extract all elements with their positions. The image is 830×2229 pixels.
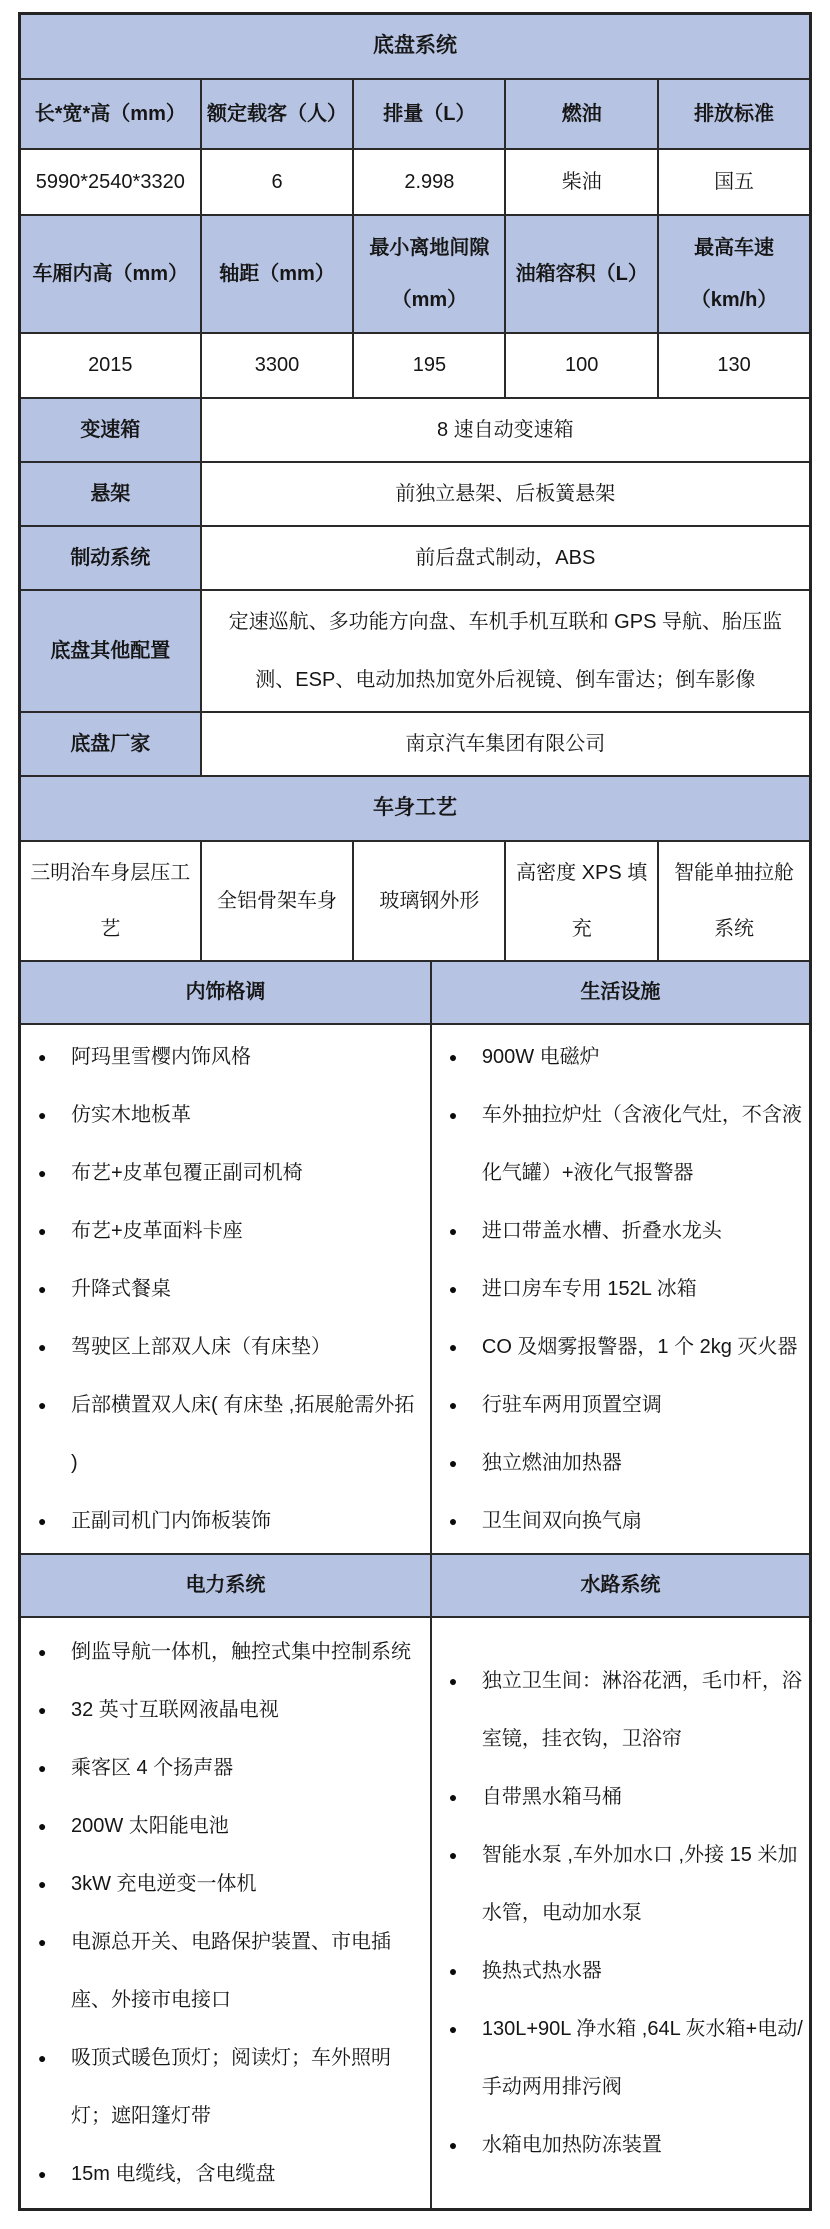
bullet-icon: ● xyxy=(448,1049,458,1065)
feature-item xyxy=(432,1826,809,1942)
feature-item-text: 进口带盖水槽、折叠水龙头 xyxy=(481,1220,722,1242)
feature-item-text: 倒监导航一体机，触控式集中控制系统 xyxy=(71,1641,411,1663)
water-system-cell xyxy=(430,1618,809,2208)
bullet-icon: ● xyxy=(38,1876,47,1892)
feature-item xyxy=(21,1913,430,2029)
bullet-icon: ● xyxy=(38,2166,47,2182)
bullet-icon: ● xyxy=(448,1223,458,1239)
body-craft-cell: 全铝骨架车身 xyxy=(200,842,353,960)
interior-style-list xyxy=(21,1025,430,1553)
feature-item-text: 乘客区 4 个扬声器 xyxy=(71,1757,234,1779)
column-header-power-system: 电力系统 xyxy=(21,1555,430,1616)
feature-item xyxy=(21,1855,430,1913)
feature-item xyxy=(21,1028,430,1086)
bullet-icon: ● xyxy=(448,1963,458,1979)
bullet-icon: ● xyxy=(448,2137,458,2153)
feature-item xyxy=(432,1652,809,1768)
chassis-header-row-2 xyxy=(21,214,809,332)
chassis-title-row xyxy=(21,15,809,78)
feature-item-text: CO 及烟雾报警器，1 个 2kg 灭火器 xyxy=(481,1336,798,1358)
feature-item xyxy=(432,2000,809,2116)
spec-header-cell: 最小离地间隙（mm） xyxy=(352,216,504,332)
interior-living-header-row xyxy=(21,960,809,1023)
interior-style-cell xyxy=(21,1025,430,1553)
bullet-icon: ● xyxy=(448,2021,458,2037)
spec-header-cell: 轴距（mm） xyxy=(200,216,353,332)
feature-item xyxy=(432,1492,809,1550)
feature-item-text: 电源总开关、电路保护装置、市电插座、外接市电接口 xyxy=(71,1931,391,2011)
feature-item xyxy=(432,1942,809,2000)
living-facilities-list xyxy=(432,1025,809,1553)
spec-row-label: 制动系统 xyxy=(21,527,200,589)
spec-value-cell: 6 xyxy=(200,150,353,214)
feature-item-text: 布艺+皮革包覆正副司机椅 xyxy=(71,1162,303,1184)
spec-value-cell: 2.998 xyxy=(352,150,504,214)
feature-item-text: 32 英寸互联网液晶电视 xyxy=(71,1699,279,1721)
feature-item-text: 行驻车两用顶置空调 xyxy=(481,1394,662,1416)
feature-item xyxy=(21,1376,430,1492)
feature-item xyxy=(432,1768,809,1826)
body-craft-cell: 智能单抽拉舱系统 xyxy=(657,842,809,960)
column-header-interior-style: 内饰格调 xyxy=(21,962,430,1023)
bullet-icon: ● xyxy=(448,1107,458,1123)
spec-row-value: 8 速自动变速箱 xyxy=(200,399,809,461)
power-system-list xyxy=(21,1618,430,2208)
bullet-icon: ● xyxy=(38,1644,47,1660)
body-craft-title-row xyxy=(21,775,809,840)
feature-item xyxy=(21,1318,430,1376)
feature-item-text: 驾驶区上部双人床（有床垫） xyxy=(71,1336,331,1358)
bullet-icon: ● xyxy=(38,1107,47,1123)
feature-item xyxy=(21,1681,430,1739)
spec-label-row xyxy=(21,397,809,461)
feature-item xyxy=(21,1260,430,1318)
feature-item xyxy=(432,1028,809,1086)
feature-item xyxy=(432,2116,809,2174)
spec-label-row xyxy=(21,461,809,525)
bullet-icon: ● xyxy=(448,1847,458,1863)
feature-item xyxy=(21,1086,430,1144)
feature-item xyxy=(432,1202,809,1260)
spec-label-row xyxy=(21,525,809,589)
bullet-icon: ● xyxy=(448,1789,458,1805)
bullet-icon: ● xyxy=(38,1760,47,1776)
chassis-header-row-1 xyxy=(21,78,809,148)
spec-row-label: 悬架 xyxy=(21,463,200,525)
bullet-icon: ● xyxy=(38,1397,47,1413)
bullet-icon: ● xyxy=(448,1673,458,1689)
feature-item xyxy=(21,1797,430,1855)
spec-header-cell: 排放标准 xyxy=(657,80,809,148)
feature-item xyxy=(21,1623,430,1681)
feature-item-text: 升降式餐桌 xyxy=(71,1278,171,1300)
spec-header-cell: 长*宽*高（mm） xyxy=(21,80,200,148)
spec-value-cell: 3300 xyxy=(200,334,353,397)
feature-item xyxy=(21,1739,430,1797)
feature-item-text: 进口房车专用 152L 冰箱 xyxy=(481,1278,697,1300)
bullet-icon: ● xyxy=(448,1281,458,1297)
feature-item-text: 换热式热水器 xyxy=(481,1960,602,1982)
power-water-body-row xyxy=(21,1616,809,2208)
spec-row-value: 前独立悬架、后板簧悬架 xyxy=(200,463,809,525)
feature-item-text: 200W 太阳能电池 xyxy=(71,1815,229,1837)
bullet-icon: ● xyxy=(38,1049,47,1065)
feature-item xyxy=(432,1434,809,1492)
feature-item-text: 后部横置双人床( 有床垫 ,拓展舱需外拓 ) xyxy=(71,1394,415,1474)
spec-row-value: 前后盘式制动，ABS xyxy=(200,527,809,589)
spec-value-cell: 5990*2540*3320 xyxy=(21,150,200,214)
spec-value-cell: 2015 xyxy=(21,334,200,397)
feature-item xyxy=(432,1086,809,1202)
chassis-value-row-1 xyxy=(21,148,809,214)
feature-item xyxy=(21,1202,430,1260)
spec-row-label: 变速箱 xyxy=(21,399,200,461)
spec-header-cell: 车厢内高（mm） xyxy=(21,216,200,332)
spec-row-label: 底盘厂家 xyxy=(21,713,200,775)
spec-value-cell: 195 xyxy=(352,334,504,397)
feature-item xyxy=(21,1492,430,1550)
bullet-icon: ● xyxy=(38,2050,47,2066)
feature-item-text: 独立卫生间：淋浴花洒，毛巾杆，浴室镜，挂衣钩，卫浴帘 xyxy=(481,1670,802,1750)
spec-header-cell: 油箱容积（L） xyxy=(504,216,657,332)
spec-value-cell: 柴油 xyxy=(504,150,657,214)
feature-item-text: 独立燃油加热器 xyxy=(481,1452,622,1474)
feature-item-text: 卫生间双向换气扇 xyxy=(481,1510,642,1532)
power-system-cell xyxy=(21,1618,430,2208)
bullet-icon: ● xyxy=(38,1513,47,1529)
chassis-value-row-2 xyxy=(21,332,809,397)
living-facilities-cell xyxy=(430,1025,809,1553)
feature-item-text: 车外抽拉炉灶（含液化气灶，不含液化气罐）+液化气报警器 xyxy=(481,1104,802,1184)
power-water-header-row xyxy=(21,1553,809,1616)
feature-item-text: 布艺+皮革面料卡座 xyxy=(71,1220,243,1242)
section-title-chassis: 底盘系统 xyxy=(21,15,809,78)
feature-item-text: 智能水泵 ,车外加水口 ,外接 15 米加水管，电动加水泵 xyxy=(481,1844,798,1924)
column-header-water-system: 水路系统 xyxy=(430,1555,809,1616)
feature-item xyxy=(21,2145,430,2203)
bullet-icon: ● xyxy=(448,1397,458,1413)
water-system-list xyxy=(432,1647,809,2179)
bullet-icon: ● xyxy=(38,1281,47,1297)
body-craft-cell: 玻璃钢外形 xyxy=(352,842,504,960)
body-craft-cell: 三明治车身层压工艺 xyxy=(21,842,200,960)
feature-item-text: 130L+90L 净水箱 ,64L 灰水箱+电动/手动两用排污阀 xyxy=(481,2018,803,2098)
bullet-icon: ● xyxy=(38,1818,47,1834)
spec-label-row xyxy=(21,711,809,775)
bullet-icon: ● xyxy=(448,1339,458,1355)
feature-item-text: 3kW 充电逆变一体机 xyxy=(71,1873,257,1895)
bullet-icon: ● xyxy=(38,1934,47,1950)
spec-header-cell: 燃油 xyxy=(504,80,657,148)
feature-item-text: 阿玛里雪樱内饰风格 xyxy=(71,1046,251,1068)
spec-value-cell: 国五 xyxy=(657,150,809,214)
bullet-icon: ● xyxy=(38,1223,47,1239)
feature-item-text: 自带黑水箱马桶 xyxy=(481,1786,622,1808)
bullet-icon: ● xyxy=(38,1165,47,1181)
feature-item xyxy=(21,1144,430,1202)
spec-value-cell: 130 xyxy=(657,334,809,397)
bullet-icon: ● xyxy=(448,1513,458,1529)
spec-header-cell: 排量（L） xyxy=(352,80,504,148)
bullet-icon: ● xyxy=(448,1455,458,1471)
feature-item-text: 正副司机门内饰板装饰 xyxy=(71,1510,271,1532)
feature-item xyxy=(432,1376,809,1434)
spec-value-cell: 100 xyxy=(504,334,657,397)
bullet-icon: ● xyxy=(38,1339,47,1355)
feature-item xyxy=(21,2029,430,2145)
spec-row-value: 定速巡航、多功能方向盘、车机手机互联和 GPS 导航、胎压监测、ESP、电动加热加宽外后视镜、倒车雷达；倒车影像 xyxy=(200,591,809,711)
column-header-living-facilities: 生活设施 xyxy=(430,962,809,1023)
spec-row-value: 南京汽车集团有限公司 xyxy=(200,713,809,775)
spec-label-row xyxy=(21,589,809,711)
feature-item-text: 900W 电磁炉 xyxy=(481,1046,600,1068)
body-craft-row xyxy=(21,840,809,960)
section-title-body-craft: 车身工艺 xyxy=(21,777,809,840)
spec-header-cell: 最高车速（km/h） xyxy=(657,216,809,332)
body-craft-cell: 高密度 XPS 填充 xyxy=(504,842,657,960)
spec-header-cell: 额定载客（人） xyxy=(200,80,353,148)
feature-item-text: 水箱电加热防冻装置 xyxy=(481,2134,662,2156)
bullet-icon: ● xyxy=(38,1702,47,1718)
feature-item xyxy=(432,1318,809,1376)
feature-item-text: 仿实木地板革 xyxy=(71,1104,191,1126)
feature-item-text: 15m 电缆线，含电缆盘 xyxy=(71,2163,276,2185)
feature-item xyxy=(432,1260,809,1318)
spec-table xyxy=(18,12,812,2211)
spec-row-label: 底盘其他配置 xyxy=(21,591,200,711)
feature-item-text: 吸顶式暖色顶灯；阅读灯；车外照明灯；遮阳篷灯带 xyxy=(71,2047,391,2127)
interior-living-body-row xyxy=(21,1023,809,1553)
